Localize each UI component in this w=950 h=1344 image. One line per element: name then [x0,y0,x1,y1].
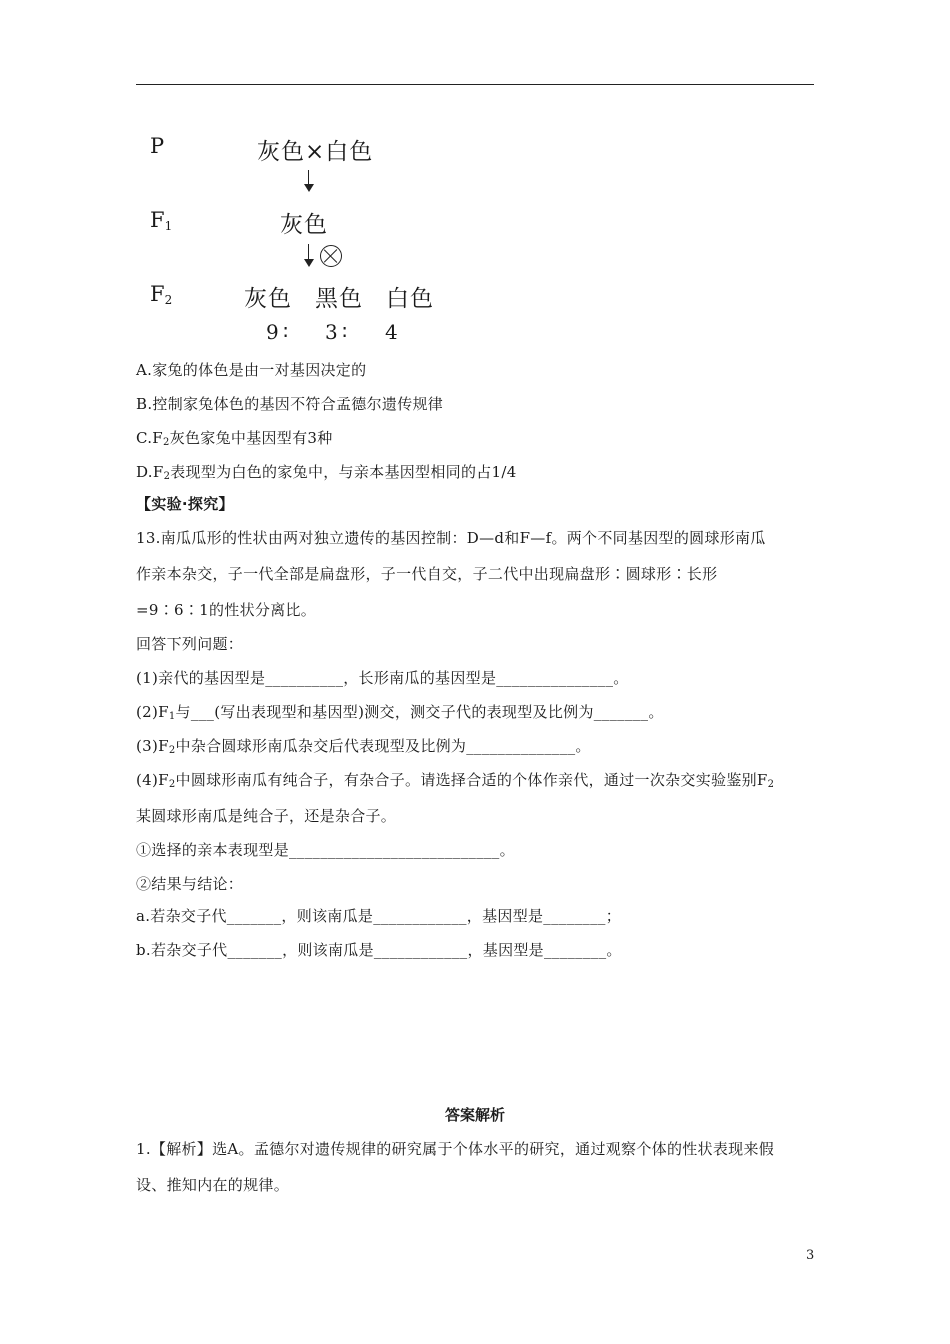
result-a: a.若杂交子代_______，则该南瓜是____________，基因型是________； [136,907,622,925]
ratio-black: 3 [325,320,338,344]
question-prompt: 回答下列问题： [136,635,244,653]
f2-phenotype-grey: 灰色 [244,286,292,312]
down-arrow-icon [303,244,315,268]
page-number: 3 [806,1248,815,1263]
answer-1-line-2: 设、推知内在的规律。 [136,1176,290,1194]
question-13-line-2: 作亲本杂交，子一代全部是扁盘形，子一代自交，子二代中出现扁盘形∶圆球形∶长形 [136,565,718,583]
sub-question-2: $(2)F_1$与___(写出表现型和基因型)测交，测交子代的表现型及比例为_______。 [136,703,664,722]
ratio-colon: ∶ [342,320,348,344]
choice-parent-line: ①选择的亲本表现型是___________________________。 [136,841,515,859]
ratio-grey: 9 [266,320,279,344]
sub-question-4: $(4)F_2$中圆球形南瓜有纯合子，有杂合子。请选择合适的个体作亲代，通过一次杂交实验鉴别$F_2$ [136,771,775,790]
f2-generation-label: $F_2$ [150,282,173,307]
f2-phenotype-black: 黑色 [315,286,363,312]
selfing-symbol-icon [320,245,342,267]
f1-phenotype: 灰色 [280,212,328,238]
ratio-colon: ∶ [283,320,289,344]
question-13-line-1: 13.南瓜瓜形的性状由两对独立遗传的基因控制：D—d和F—f。两个不同基因型的圆球形南瓜 [136,529,766,547]
option-d: $D.F_2$表现型为白色的家兔中，与亲本基因型相同的占1/4 [136,463,517,482]
f2-phenotype-white: 白色 [386,286,434,312]
ratio-white: 4 [385,320,398,344]
p-generation-label: P [150,134,165,158]
result-heading: ②结果与结论： [136,875,244,893]
sub-question-4-cont: 某圆球形南瓜是纯合子，还是杂合子。 [136,807,397,825]
f1-generation-label: $F_1$ [150,208,173,233]
sub-question-1: (1)亲代的基因型是__________，长形南瓜的基因型是_______________。 [136,669,629,687]
answers-title: 答案解析 [444,1106,505,1124]
sub-question-3: $(3)F_2$中杂合圆球形南瓜杂交后代表现型及比例为______________。 [136,737,591,756]
option-a: A.家兔的体色是由一对基因决定的 [136,361,367,379]
answer-1-line-1: 1.【解析】选A。孟德尔对遗传规律的研究属于个体水平的研究，通过观察个体的性状表现来假 [136,1140,775,1158]
parental-cross: 灰色×白色 [257,139,374,165]
option-b: B.控制家兔体色的基因不符合孟德尔遗传规律 [136,395,444,413]
section-heading: 【实验·探究】 [136,495,234,513]
result-b: b.若杂交子代_______，则该南瓜是____________，基因型是________。 [136,941,622,959]
option-c: $C.F_2$灰色家兔中基因型有3种 [136,429,333,448]
header-rule [136,84,814,85]
question-13-line-3: =9∶6∶1的性状分离比。 [136,601,317,619]
down-arrow-icon [303,170,315,192]
